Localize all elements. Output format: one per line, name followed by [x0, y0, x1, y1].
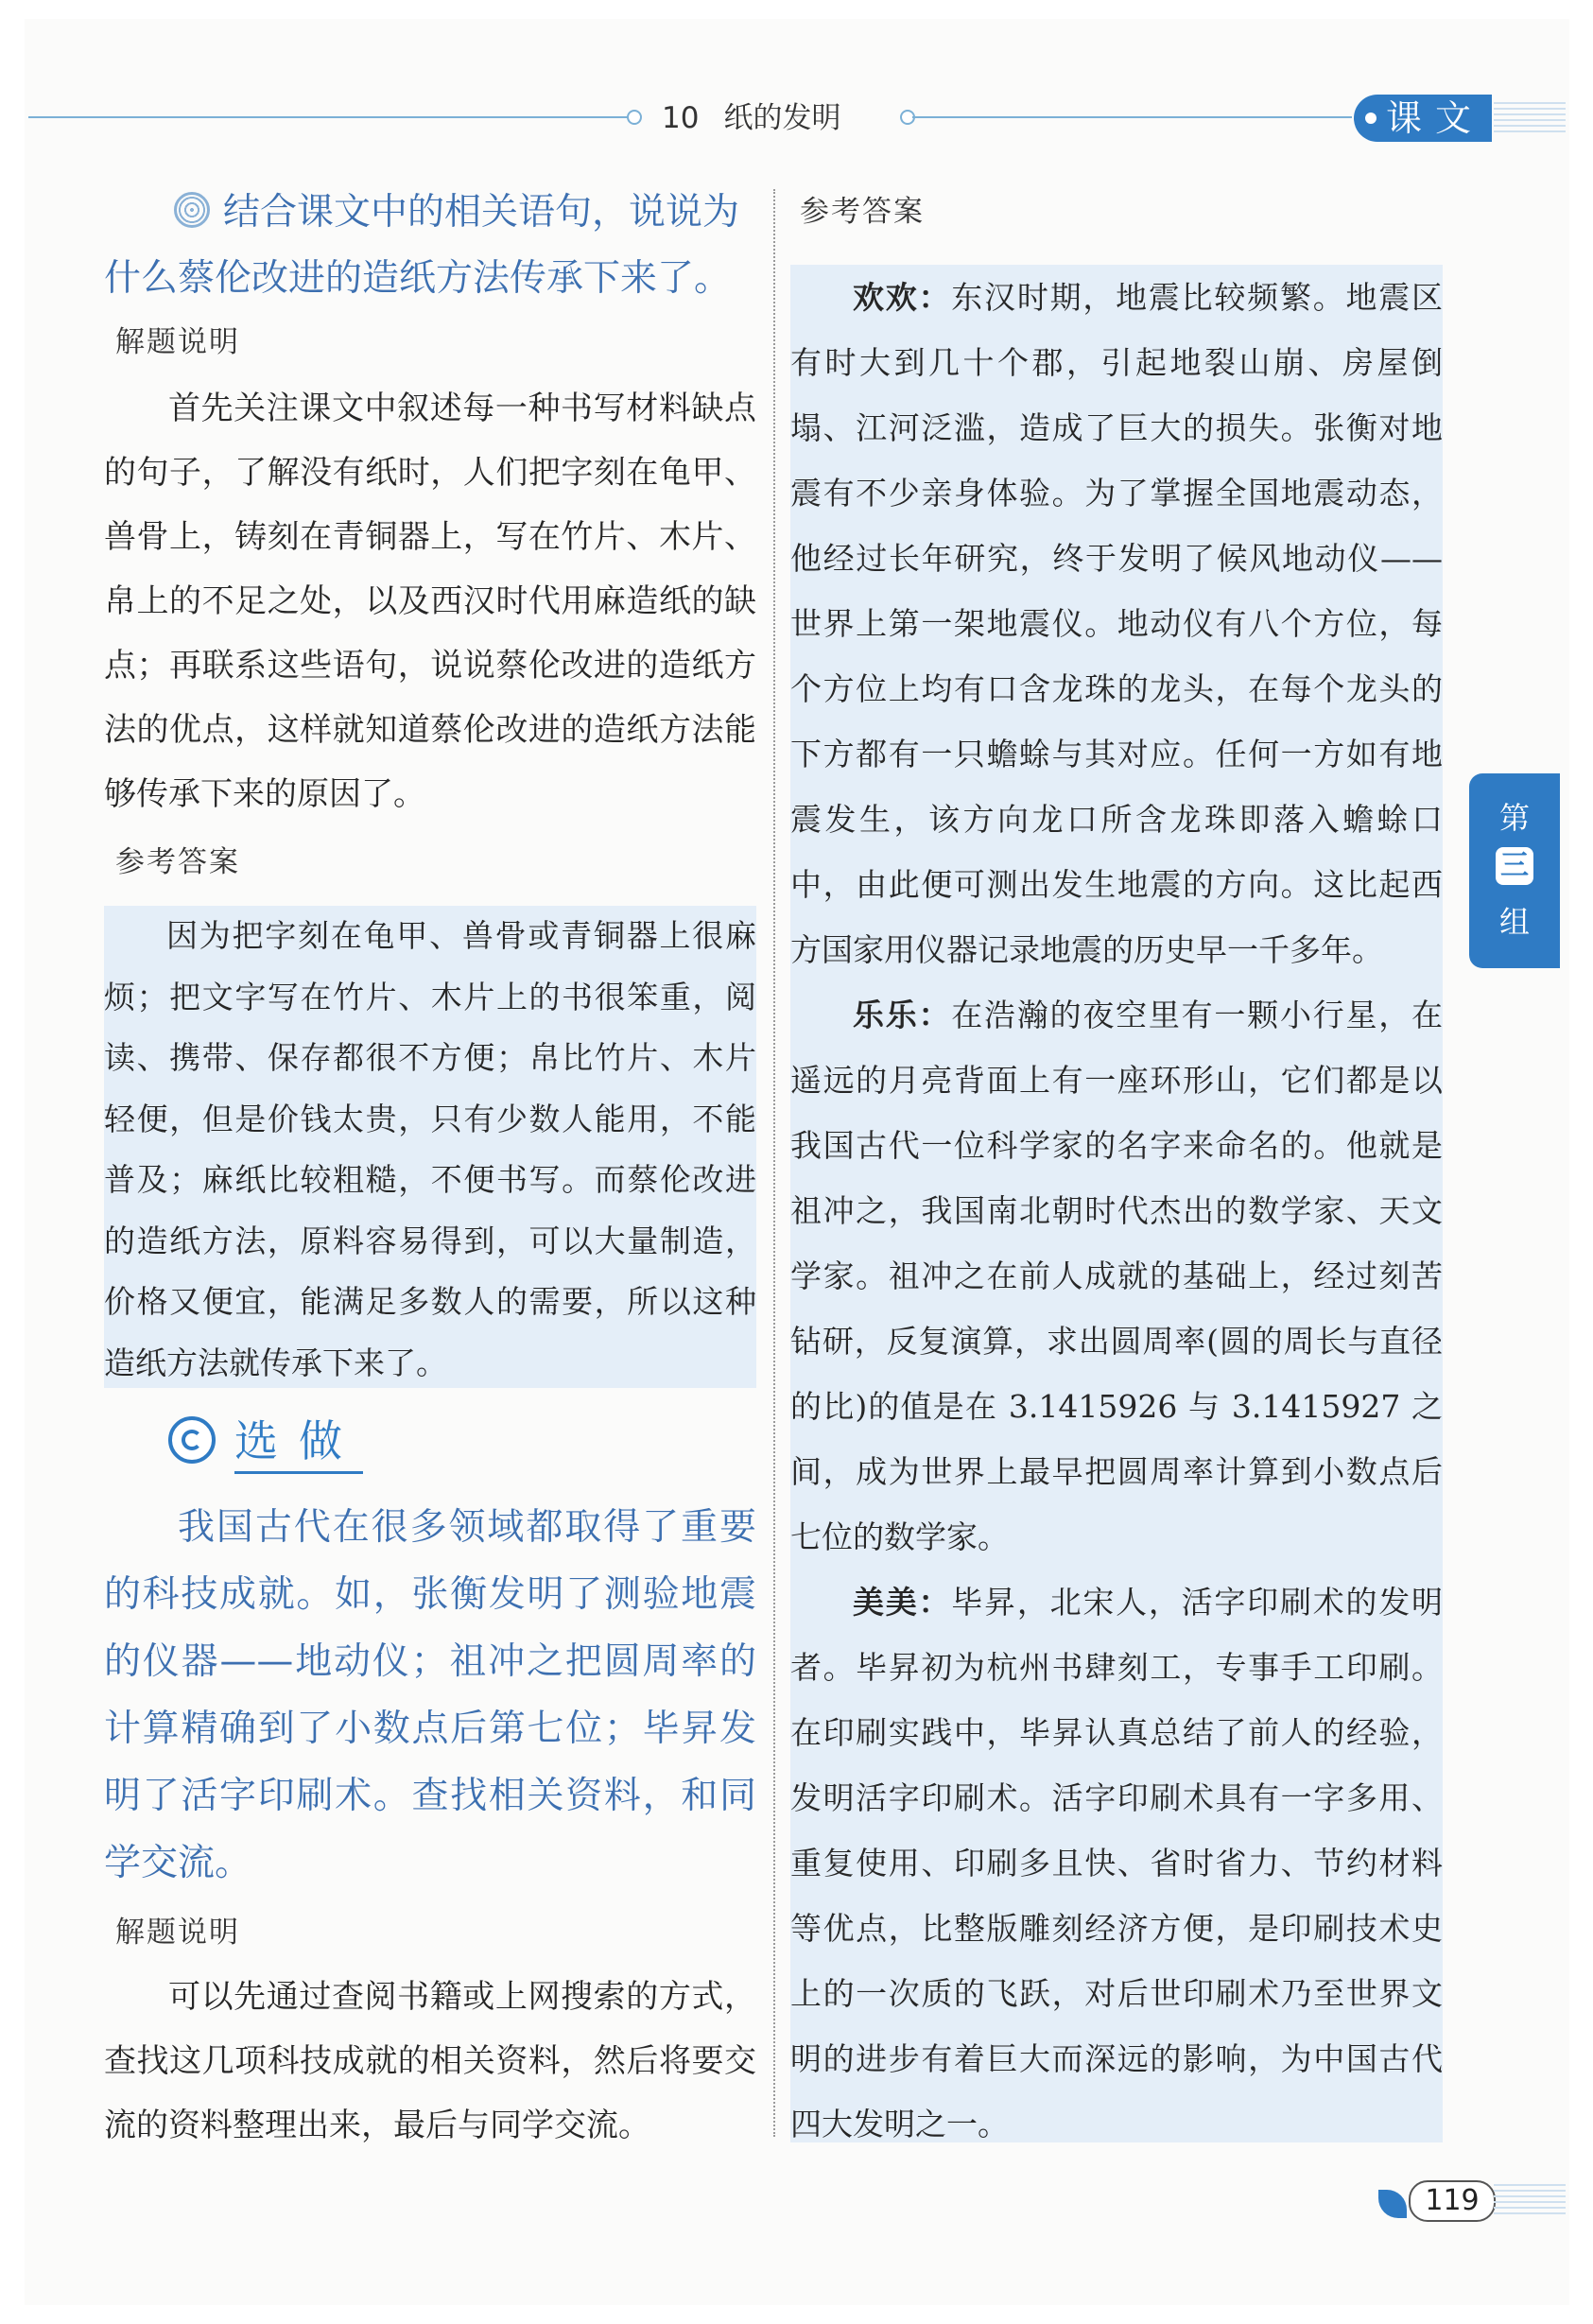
answer-label-left: 参考答案: [115, 845, 240, 879]
answer-label-right: 参考答案: [800, 195, 925, 229]
optional-text: 我国古代在很多领域都取得了重要的科技成就。如，张衡发明了测验地震的仪器——地动仪；祖冲之把圆周率的计算精确到了小数点后第七位；毕昇发明了活字印刷术。查找相关资料，和同学交流。: [104, 1506, 756, 1884]
optional-icon: [168, 1416, 216, 1464]
answer-text-right: [790, 265, 1443, 2157]
lesson-title: 纸的发明: [723, 101, 841, 135]
page-number-area: [1378, 2177, 1567, 2224]
speaker-meimei: 美美：: [853, 1584, 952, 1621]
explain-label: 解题说明: [115, 325, 240, 359]
leaf-icon: [1378, 2190, 1407, 2218]
side-tab-di: 第: [1498, 800, 1530, 836]
optional-title: 选做: [234, 1411, 363, 1474]
side-tab-zu: 组: [1498, 904, 1530, 940]
header-dot-left: [627, 110, 642, 125]
entry-huanhuan: [790, 265, 1443, 982]
section-tag-label: 课文: [1385, 97, 1484, 139]
entry-lele: [790, 982, 1443, 1570]
entry-lele-text: 在浩瀚的夜空里有一颗小行星，在遥远的月亮背面上有一座环形山，它们都是以我国古代一位科学家的名字来命名的。他就是祖冲之，我国南北朝时代杰出的数学家、天文学家。祖冲之在前人成就的基础上，经过刻苦钻研，反复演算，求出圆周率(圆的周长与直径的比)的值是在 3.1415926 与 3.1415927 之间，成为世界上最早把圆周率计算到小数点后七位的数学家。: [790, 997, 1444, 1555]
header-rule-left: [28, 116, 633, 118]
speaker-huanhuan: 欢欢：: [853, 279, 952, 316]
explain2-text: 可以先通过查阅书籍或上网搜索的方式，查找这几项科技成就的相关资料，然后将要交流的资料整理出来，最后与同学交流。: [104, 1978, 756, 2144]
header-stripes: [1494, 102, 1566, 136]
unit-side-tab: [1469, 773, 1560, 968]
question-text: 结合课文中的相关语句，说说为什么蔡伦改进的造纸方法传承下来了。: [104, 191, 740, 300]
explain-text: 首先关注课文中叙述每一种书写材料缺点的句子，了解没有纸时，人们把字刻在龟甲、兽骨上，铸刻在青铜器上，写在竹片、木片、帛上的不足之处，以及西汉时代用麻造纸的缺点；再联系这些语句，说说蔡伦改进的造纸方法的优点，这样就知道蔡伦改进的造纸方法能够传承下来的原因了。: [104, 390, 756, 813]
header-lesson: [662, 95, 898, 142]
optional-heading: [168, 1411, 386, 1471]
explain2-label: 解题说明: [115, 1916, 240, 1950]
question-icon: [174, 192, 210, 228]
side-tab-number: 三: [1496, 847, 1533, 885]
answer-text-left: 因为把字刻在龟甲、兽骨或青铜器上很麻烦；把文字写在竹片、木片上的书很笨重，阅读、携带、保存都很不方便；帛比竹片、木片轻便，但是价钱太贵，只有少数人能用，不能普及；麻纸比较粗糙，不便书写。而蔡伦改进的造纸方法，原料容易得到，可以大量制造，价格又便宜，能满足多数人的需要，所以这种造纸方法就传承下来了。: [104, 917, 756, 1381]
entry-huanhuan-text: 东汉时期，地震比较频繁。地震区有时大到几十个郡，引起地裂山崩、房屋倒塌、江河泛滥，造成了巨大的损失。张衡对地震有不少亲身体验。为了掌握全国地震动态，他经过长年研究，终于发明了候风地动仪——世界上第一架地震仪。地动仪有八个方位，每个方位上均有口含龙珠的龙头，在每个龙头的下方都有一只蟾蜍与其对应。任何一方如有地震发生，该方向龙口所含龙珠即落入蟾蜍口中，由此便可测出发生地震的方向。这比起西方国家用仪器记录地震的历史早一千多年。: [790, 279, 1444, 968]
entry-meimei: [790, 1570, 1443, 2157]
footer-stripes: [1494, 2184, 1566, 2216]
column-divider: [773, 189, 775, 2137]
section-tag-dot-icon: [1365, 113, 1377, 124]
question-title: [104, 180, 766, 312]
page-number: 119: [1409, 2180, 1496, 2222]
speaker-lele: 乐乐：: [853, 997, 952, 1033]
header-rule-right: [912, 116, 1352, 118]
lesson-number: 10: [662, 101, 700, 135]
section-tag: [1354, 95, 1492, 142]
entry-meimei-text: 毕昇，北宋人，活字印刷术的发明者。毕昇初为杭州书肆刻工，专事手工印刷。在印刷实践中，毕昇认真总结了前人的经验，发明活字印刷术。活字印刷术具有一字多用、重复使用、印刷多且快、省时省力、节约材料等优点，比整版雕刻经济方便，是印刷技术史上的一次质的飞跃，对后世印刷术乃至世界文明的进步有着巨大而深远的影响，为中国古代四大发明之一。: [790, 1584, 1444, 2142]
